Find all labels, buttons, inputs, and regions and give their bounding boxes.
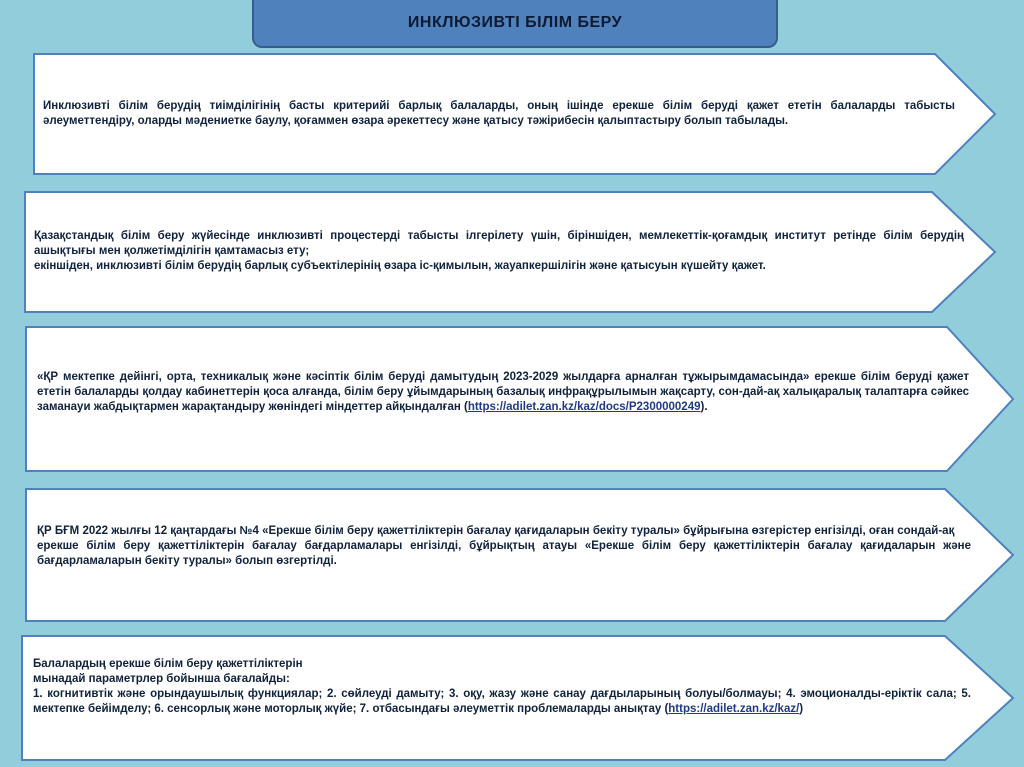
block-4-line-1: ҚР БҒМ 2022 жылғы 12 қаңтардағы №4 «Ерекше білім беру қажеттіліктерін бағалау қағидаларын бекіту туралы» бұйрығына өзгерістер енгізілді, оған сондай-ақ [37,525,955,537]
block-5-link[interactable]: https://adilet.zan.kz/kaz/ [668,703,800,715]
block-2-line-1: Қазақстандық білім беру жүйесінде инклюзивті процестерді табысты ілгерілету үшін, біріншіден, мемлекеттік-қоғамдық институт ретінде білім берудің ашықтығы мен қолжетімділігін қамтамасыз ету; [34,230,964,257]
block-1-text: Инклюзивті білім берудің тиімділігінің басты критерийі барлық балаларды, оның ішінде ерекше білім беруді қажет ететін балаларды табысты әлеуметтендіру, оларды мәдениетке баулу, қоғаммен өзара әрекеттесу және қатысу тәжірибесін қалыптастыру болып табылады. [43,100,955,127]
block-5-text [33,687,971,717]
block-3-body: «ҚР мектепке дейінгі, орта, техникалық және кәсіптік білім беруді дамытудың 2023-2029 жылдарға арналған тұжырымдамасында» ерекше білім беруді қажет ететін балаларды қолдау кабинеттерін қоса алғанда, білім беру ұйымдарының базалық инфрақұрылымын жақсарту, сон-дай-ақ халықаралық талаптарға сәйкес заманауи жабдықтармен жарақтандыру жөніндегі міндеттер айқындалған ( [37,371,969,413]
block-3-link[interactable]: https://adilet.zan.kz/kaz/docs/P2300000249 [467,401,701,413]
content-block-4 [25,488,1015,622]
block-5-line-1: Балалардың ерекше білім беру қажеттіліктерін [33,658,303,670]
block-2-line-2: екіншіден, инклюзивті білім берудің барлық субъектілерінің өзара іс-қимылын, жауапкершілігін және қатысуын күшейту қажет. [34,260,766,272]
block-5-after: ) [799,703,804,715]
content-block-5 [21,635,1015,761]
block-5-line-2: мынадай параметрлер бойынша бағалайды: [33,673,290,685]
content-block-3 [25,326,1015,472]
block-3-after: ). [700,401,708,413]
page-title: ИНКЛЮЗИВТІ БІЛІМ БЕРУ [407,14,623,31]
block-4-line-2: ерекше білім беру қажеттіліктерін бағалау бағдарламалары енгізілді, бұйрықтың атауы «Ерекше білім беру қажеттіліктерін бағалау қағидаларын және бағдарламаларын бекіту туралы» болып өзгертілді. [37,540,971,567]
block-3-text [37,370,969,415]
content-block-1 [33,53,997,175]
block-5-body: 1. когнитивтік және орындаушылық функциялар; 2. сөйлеуді дамыту; 3. оқу, жазу және санау дағдыларының болуы/болмауы; 4. эмоционалды-еріктік сала; 5. мектепке бейімделу; 6. сенсорлық және моторлық жүйе; 7. отбасындағы әлеуметтік проблемаларды анықтау ( [33,688,971,715]
content-block-2 [24,191,997,313]
page-title-box [252,0,778,48]
